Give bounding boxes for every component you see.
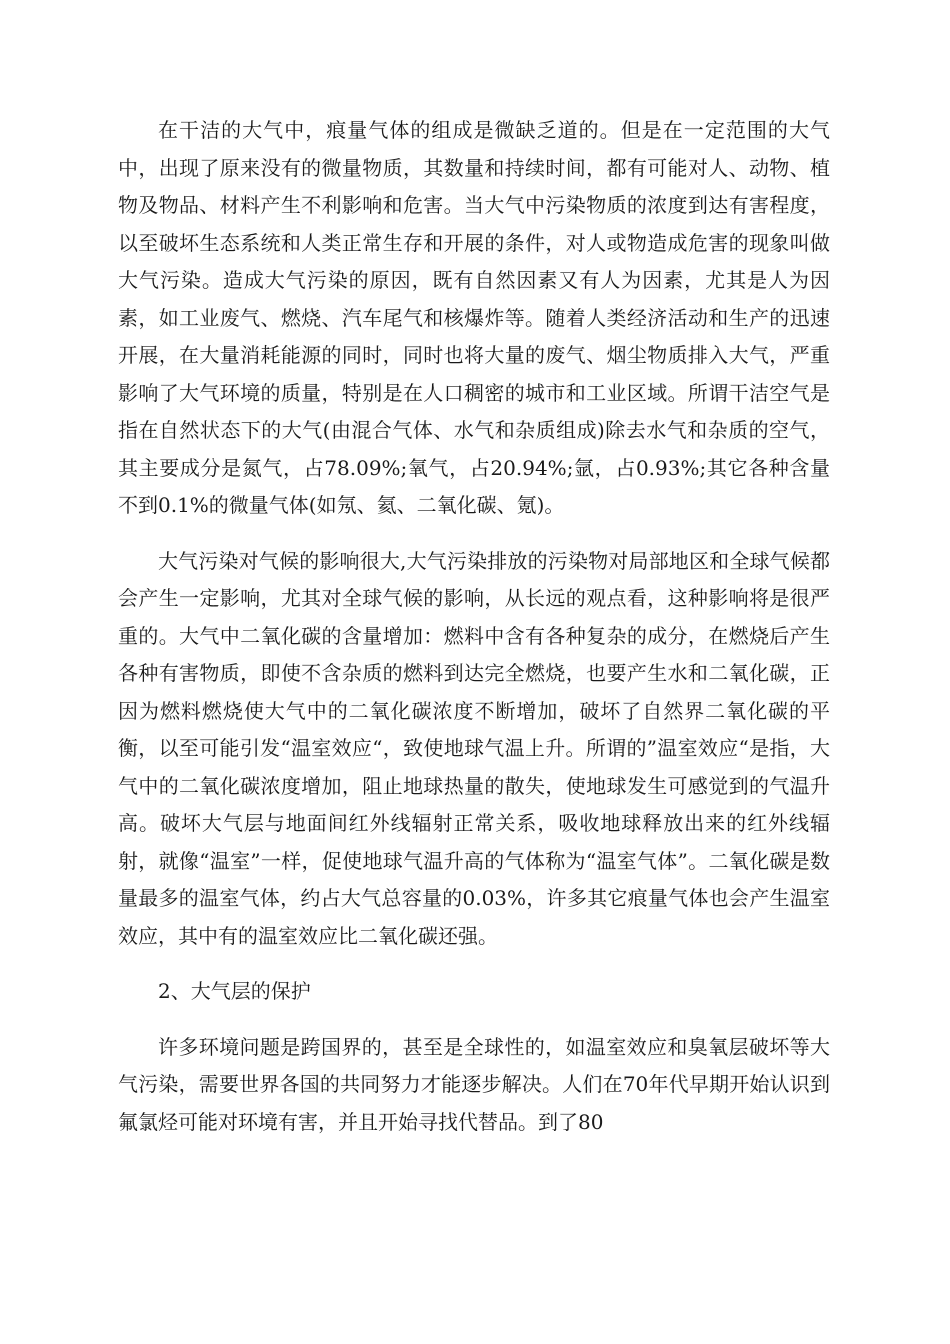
paragraph-atmosphere-protection: 许多环境问题是跨国界的，甚至是全球性的，如温室效应和臭氧层破坏等大气污染，需要世界各国的共同努力才能逐步解决。人们在70年代早期开始认识到氟氯烃可能对环境有害，并且开始寻找代替品。到了80 (118, 1034, 830, 1134)
paragraph-gap (118, 1011, 830, 1029)
paragraph-climate-impact: 大气污染对气候的影响很大,大气污染排放的污染物对局部地区和全球气候都会产生一定影响，尤其对全球气候的影响，从长远的观点看，这种影响将是很严重的。大气中二氧化碳的含量增加：燃料中含有各种复杂的成分，在燃烧后产生各种有害物质，即使不含杂质的燃料到达完全燃烧，也要产生水和二氧化碳，正因为燃料燃烧使大气中的二氧化碳浓度不断增加，破坏了自然界二氧化碳的平衡，以至可能引发“温室效应“，致使地球气温上升。所谓的”温室效应“是指，大气中的二氧化碳浓度增加，阻止地球热量的散失，使地球发生可感觉到的气温升高。破坏大气层与地面间红外线辐射正常关系，吸收地球释放出来的红外线辐射，就像“温室”一样，促使地球气温升高的气体称为“温室气体”。二氧化碳是数量最多的温室气体，约占大气总容量的0.03%，许多其它痕量气体也会产生温室效应，其中有的温室效应比二氧化碳还强。 (118, 548, 830, 948)
paragraph-gap (118, 955, 830, 973)
paragraph-gap (118, 525, 830, 543)
section-heading: 2、大气层的保护 (158, 979, 311, 1003)
paragraph-air-pollution-definition: 在干洁的大气中，痕量气体的组成是微缺乏道的。但是在一定范围的大气中，出现了原来没有的微量物质，其数量和持续时间，都有可能对人、动物、植物及物品、材料产生不利影响和危害。当大气中污染物质的浓度到达有害程度，以至破坏生态系统和人类正常生存和开展的条件，对人或物造成危害的现象叫做大气污染。造成大气污染的原因，既有自然因素又有人为因素，尤其是人为因素，如工业废气、燃烧、汽车尾气和核爆炸等。随着人类经济活动和生产的迅速开展，在大量消耗能源的同时，同时也将大量的废气、烟尘物质排入大气，严重影响了大气环境的质量，特别是在人口稠密的城市和工业区域。所谓干洁空气是指在自然状态下的大气(由混合气体、水气和杂质组成)除去水气和杂质的空气，其主要成分是氮气，占78.09%;氧气，占20.94%;氩，占0.93%;其它各种含量不到0.1%的微量气体(如氖、氦、二氧化碳、氪)。 (118, 118, 830, 517)
document-page (118, 112, 830, 1141)
